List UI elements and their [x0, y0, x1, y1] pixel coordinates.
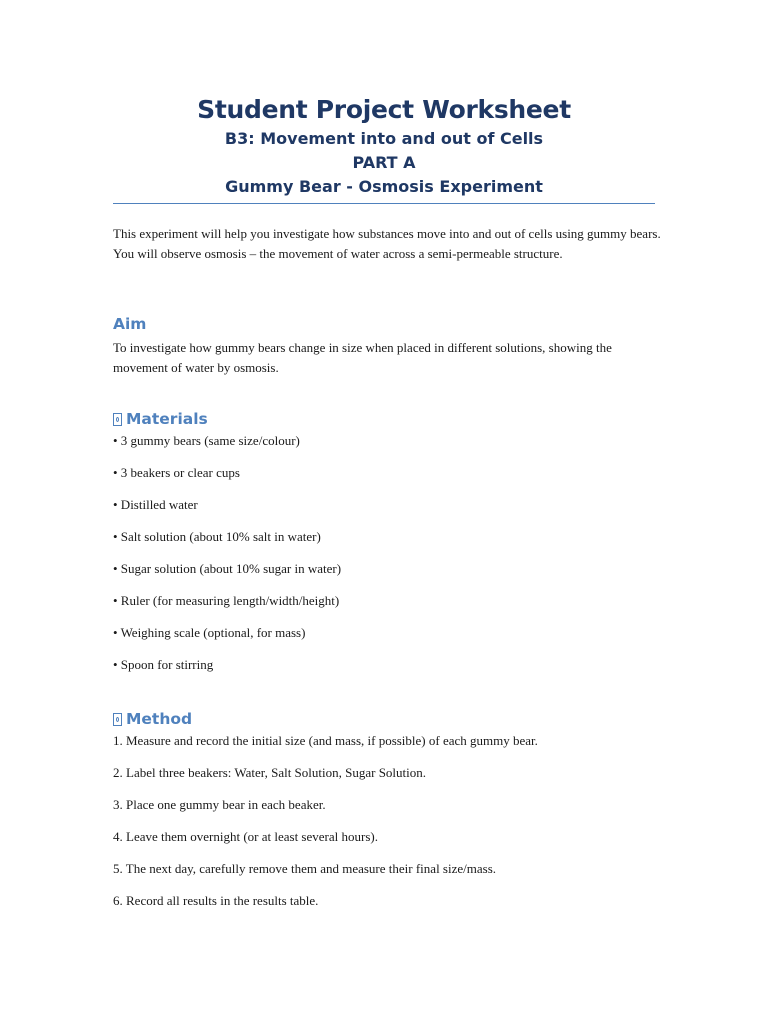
list-item: • Spoon for stirring — [113, 657, 214, 672]
missing-glyph-icon — [113, 413, 122, 426]
subtitle-experiment: Gummy Bear - Osmosis Experiment — [225, 177, 543, 196]
materials-list — [113, 432, 341, 688]
method-heading — [113, 708, 192, 730]
method-step: 3. Place one gummy bear in each beaker. — [113, 797, 326, 812]
method-heading-label: Method — [126, 710, 193, 728]
list-item: • Weighing scale (optional, for mass) — [113, 625, 306, 640]
method-step: 2. Label three beakers: Water, Salt Solution, Sugar Solution. — [113, 765, 427, 780]
list-item: • 3 beakers or clear cups — [113, 465, 240, 480]
materials-heading — [113, 408, 208, 430]
list-item: • 3 gummy bears (same size/colour) — [113, 433, 300, 448]
method-step: 6. Record all results in the results table. — [113, 893, 319, 908]
method-step: 5. The next day, carefully remove them and measure their final size/mass. — [113, 861, 496, 876]
aim-heading — [113, 313, 146, 335]
method-steps — [113, 732, 538, 924]
list-item: • Salt solution (about 10% salt in water) — [113, 529, 321, 544]
materials-heading-label: Materials — [126, 410, 208, 428]
method-step: 1. Measure and record the initial size (and mass, if possible) of each gummy bear. — [113, 733, 538, 748]
list-item: • Distilled water — [113, 497, 198, 512]
subtitle-part: PART A — [352, 153, 416, 172]
subtitle-unit: B3: Movement into and out of Cells — [224, 129, 544, 148]
aim-heading-label: Aim — [113, 315, 147, 333]
list-item: • Sugar solution (about 10% sugar in water) — [113, 561, 342, 576]
list-item: • Ruler (for measuring length/width/height) — [113, 593, 340, 608]
intro-paragraph: This experiment will help you investigate how substances move into and out of cells using gummy bears. You will observe osmosis – the movement of water across a semi-permeable structure. — [113, 226, 661, 261]
method-step: 4. Leave them overnight (or at least several hours). — [113, 829, 378, 844]
page-title: Student Project Worksheet — [197, 95, 571, 124]
aim-paragraph: To investigate how gummy bears change in size when placed in different solutions, showing the movement of water by osmosis. — [113, 340, 612, 375]
title-divider — [113, 203, 655, 204]
missing-glyph-icon — [113, 713, 122, 726]
